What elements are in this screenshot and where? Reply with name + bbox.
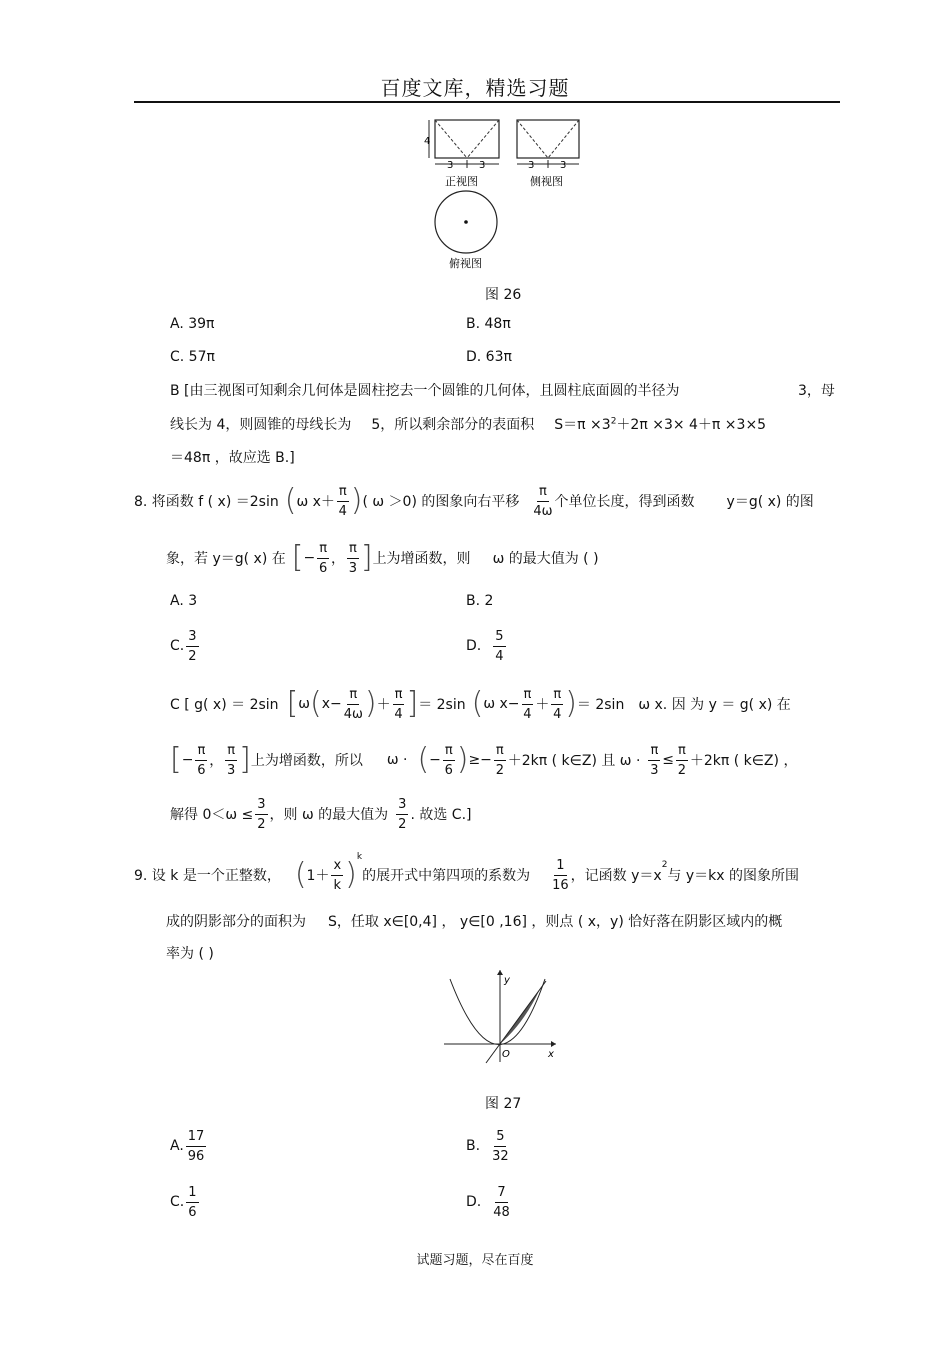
height-label: 4 (424, 136, 431, 147)
q8-stem-line1: 8. 将函数 f ( x) ＝2sin ( ω x＋ $\frac{\pi}{4}$ ) ( ω ＞0) 的图象向右平移 $\frac{\pi}{4\omega}$ 个单位长度，得到函数 y＝g( x) 的图 (134, 483, 814, 519)
q7-answer-line2 (170, 414, 766, 434)
front-view (424, 120, 499, 188)
q8-l2b: 上为增函数，则 (372, 551, 471, 567)
side-view (517, 120, 579, 188)
q7-answer-2c: S＝π ×3 (554, 417, 611, 433)
q7-answer-line1: B [由三视图可知剩余几何体是圆柱挖去一个圆锥的几何体，且圆柱底面圆的半径为 (170, 383, 680, 399)
q9-option-d: D. $\frac{7}{48}$ (466, 1184, 510, 1220)
svg-text:y: y (504, 975, 510, 986)
q8-solution-line2: [ − $\frac{\pi}{6}$ ， $\frac{\pi}{3}$ ] 上为增函数，所以 ω · ( − $\frac{\pi}{6}$ ) ≥− $\frac{\pi}{2}$ ＋2kπ ( k∈Z) 且 ω · $\frac{\pi}{3}$ ≤ $\frac{\pi}{2}$ ＋2kπ ( k∈Z) ， (170, 742, 798, 778)
q8-gx: y＝g( x) 的图 (726, 494, 814, 510)
q7-option-b: B. 48π (466, 316, 511, 332)
q9-stem-line3: 率为 ( ) (166, 946, 214, 962)
q8-solution-line3: 解得 0＜ω ≤ $\frac{3}{2}$ ，则 ω 的最大值为 $\frac{3}{2}$ . 故选 C.] (170, 796, 472, 832)
side-view-label: 侧视图 (530, 175, 563, 188)
q8-option-c: C. $\frac{3}{2}$ (170, 628, 197, 664)
q8-l2a: 象，若 y＝g( x) 在 (166, 551, 286, 567)
q7-answer-line3: ＝48π ，故应选 B.] (170, 450, 295, 466)
figure-26-caption: 图 26 (485, 287, 522, 303)
q9-stem-line2: 成的阴影部分的面积为 S，任取 x∈[0,4] ， y∈[0 ,16] ，则点 ( x，y) 恰好落在阴影区域内的概 (166, 914, 783, 930)
q8-option-b: B. 2 (466, 593, 494, 609)
three-view-figure (420, 112, 600, 272)
q8-shift-tail: 个单位长度，得到函数 (554, 494, 695, 510)
side-dim-left: 3 (528, 160, 535, 171)
q8-option-d: D. $\frac{5}{4}$ (466, 628, 504, 664)
q8-omega-x: ω x＋ (296, 494, 335, 510)
svg-text:O: O (502, 1049, 510, 1060)
q7-option-c: C. 57π (170, 349, 215, 365)
q8-l2c: ω 的最大值为 ( ) (492, 551, 599, 567)
q9-option-a: A. $\frac{17}{96}$ (170, 1128, 205, 1164)
top-view (435, 191, 497, 270)
figure-27-caption: 图 27 (485, 1096, 522, 1112)
page-header-title: 百度文库，精选习题 (380, 76, 570, 100)
q8-cond: ( ω ＞0) 的图象向右平移 (362, 494, 520, 510)
side-dim-right: 3 (560, 160, 567, 171)
front-view-label: 正视图 (445, 175, 478, 188)
dim-label-left: 3 (447, 160, 454, 171)
q8-frac-shift: $\frac{\pi}{4\omega}$ (533, 483, 553, 519)
q8-option-a: A. 3 (170, 593, 198, 609)
q8-stem-line2: 象，若 y＝g( x) 在 [ − $\frac{\pi}{6}$ ， $\frac{\pi}{3}$ ] 上为增函数，则 ω 的最大值为 ( ) (166, 540, 599, 576)
q7-answer-line1-tail: 3，母 (798, 383, 835, 399)
q7-answer-2b: 5，所以剩余部分的表面积 (371, 417, 535, 433)
q9-option-c: C. $\frac{1}{6}$ (170, 1184, 197, 1220)
dim-label-right: 3 (479, 160, 486, 171)
q9-stem-line1: 9. 设 k 是一个正整数， ( 1＋ $\frac{x}{k}$ ) k 的展开式中第四项的系数为 $\frac{1}{16}$ ，记函数 y＝x 2 与 y＝kx 的图象所围 (134, 852, 799, 893)
q9-option-b: B. $\frac{5}{32}$ (466, 1128, 509, 1164)
q8-solution-line1: C [ g( x) ＝ 2sin [ ω ( x− $\frac{\pi}{4\omega}$ ) ＋ $\frac{\pi}{4}$ ] ＝ 2sin ( ω x− $\frac{\pi}{4}$ ＋ $\frac{\pi}{4}$ ) ＝ 2sin ω x. 因 为 y ＝ g( x) 在 (170, 686, 791, 722)
q7-answer-2d: ＋2π ×3× 4＋π ×3×5 (616, 417, 767, 433)
header-rule (134, 101, 840, 103)
q8-frac-pi-4: $\frac{\pi}{4}$ (338, 483, 347, 519)
page-footer: 试题习题，尽在百度 (416, 1253, 534, 1268)
q8-stem-start: 8. 将函数 f ( x) ＝2sin (134, 494, 279, 510)
q7-option-d: D. 63π (466, 349, 512, 365)
svg-text:x: x (548, 1049, 554, 1060)
q7-option-a: A. 39π (170, 316, 215, 332)
q7-answer-sup: 2 (610, 416, 617, 427)
top-view-label: 俯视图 (449, 257, 482, 270)
parabola-line-figure (440, 965, 560, 1065)
q7-answer-2a: 线长为 4，则圆锥的母线长为 (170, 417, 352, 433)
